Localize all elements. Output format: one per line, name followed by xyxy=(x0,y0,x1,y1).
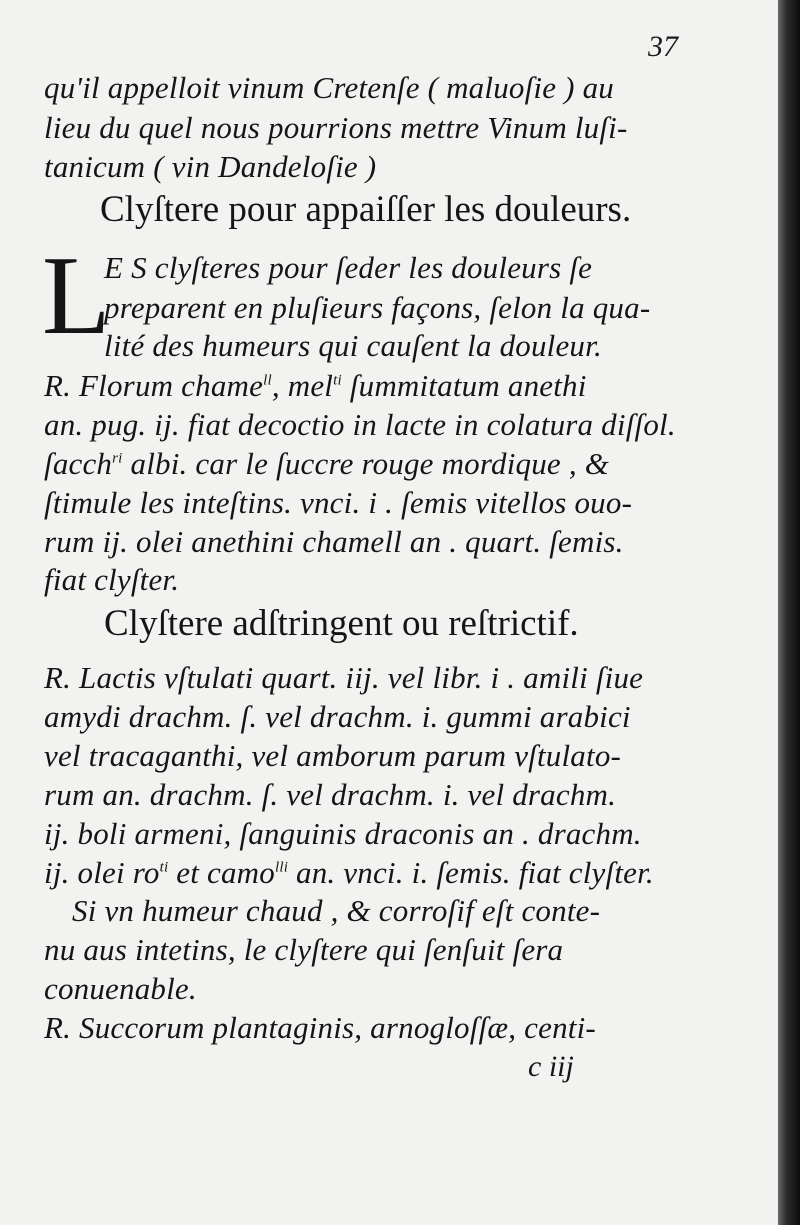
recipe-line xyxy=(44,855,654,891)
text-line: Si vn humeur chaud , & corroſif eſt conte- xyxy=(72,893,601,928)
recipe-text: et camo xyxy=(168,855,275,890)
superscript: lli xyxy=(274,859,289,876)
recipe-line: an. pug. ij. fiat decoctio in lacte in colatura diſſol. xyxy=(44,407,676,442)
text-line: E S clyſteres pour ſeder les douleurs ſe xyxy=(104,250,593,285)
text-line: lité des humeurs qui cauſent la douleur. xyxy=(104,328,602,363)
text-line: lieu du quel nous pourrions mettre Vinum luſi- xyxy=(44,110,628,145)
page-edge-shadow xyxy=(778,0,800,1225)
recipe-text: R. Florum chame xyxy=(44,368,264,403)
catchword: c iij xyxy=(528,1050,574,1083)
text-line: tanicum ( vin Dandeloſie ) xyxy=(44,149,377,184)
drop-capital: L xyxy=(42,234,111,358)
text-line: nu aus intetins, le clyſtere qui ſenſuit ſera xyxy=(44,932,564,967)
recipe-text: ſummitatum anethi xyxy=(341,368,587,403)
recipe-line: fiat clyſter. xyxy=(44,562,180,597)
superscript: ll xyxy=(263,372,272,389)
superscript: ri xyxy=(112,450,123,467)
text-line: qu'il appelloit vinum Cretenſe ( maluoſie ) au xyxy=(44,70,615,105)
recipe-line: R. Lactis vſtulati quart. iij. vel libr. i . amili ſiue xyxy=(44,660,644,695)
page-number: 37 xyxy=(648,30,678,63)
section-heading: Clyſtere adſtringent ou reſtrictif. xyxy=(104,603,579,644)
recipe-line xyxy=(44,368,587,404)
recipe-line: R. Succorum plantaginis, arnogloſſæ, centi- xyxy=(44,1010,596,1045)
recipe-text: an. vnci. i. ſemis. fiat clyſter. xyxy=(288,855,654,890)
recipe-line: rum an. drachm. ſ. vel drachm. i. vel drachm. xyxy=(44,777,617,812)
recipe-line xyxy=(44,446,609,482)
recipe-line: ij. boli armeni, ſanguinis draconis an . drachm. xyxy=(44,816,642,851)
recipe-text: , mel xyxy=(271,368,334,403)
recipe-line: vel tracaganthi, vel amborum parum vſtulato- xyxy=(44,738,622,773)
recipe-text: ſacch xyxy=(44,446,113,481)
recipe-text: ij. olei ro xyxy=(44,855,160,890)
superscript: ti xyxy=(159,859,169,876)
recipe-line: ſtimule les inteſtins. vnci. i . ſemis vitellos ouo- xyxy=(44,485,633,520)
text-line: preparent en pluſieurs façons, ſelon la qua- xyxy=(104,290,651,325)
text-line: conuenable. xyxy=(44,971,197,1006)
recipe-text: albi. car le ſuccre rouge mordique , & xyxy=(122,446,610,481)
superscript: ti xyxy=(333,372,342,389)
recipe-line: rum ij. olei anethini chamell an . quart. ſemis. xyxy=(44,524,624,559)
recipe-line: amydi drachm. ſ. vel drachm. i. gummi arabici xyxy=(44,699,631,734)
section-heading: Clyſtere pour appaiſſer les douleurs. xyxy=(100,189,632,230)
